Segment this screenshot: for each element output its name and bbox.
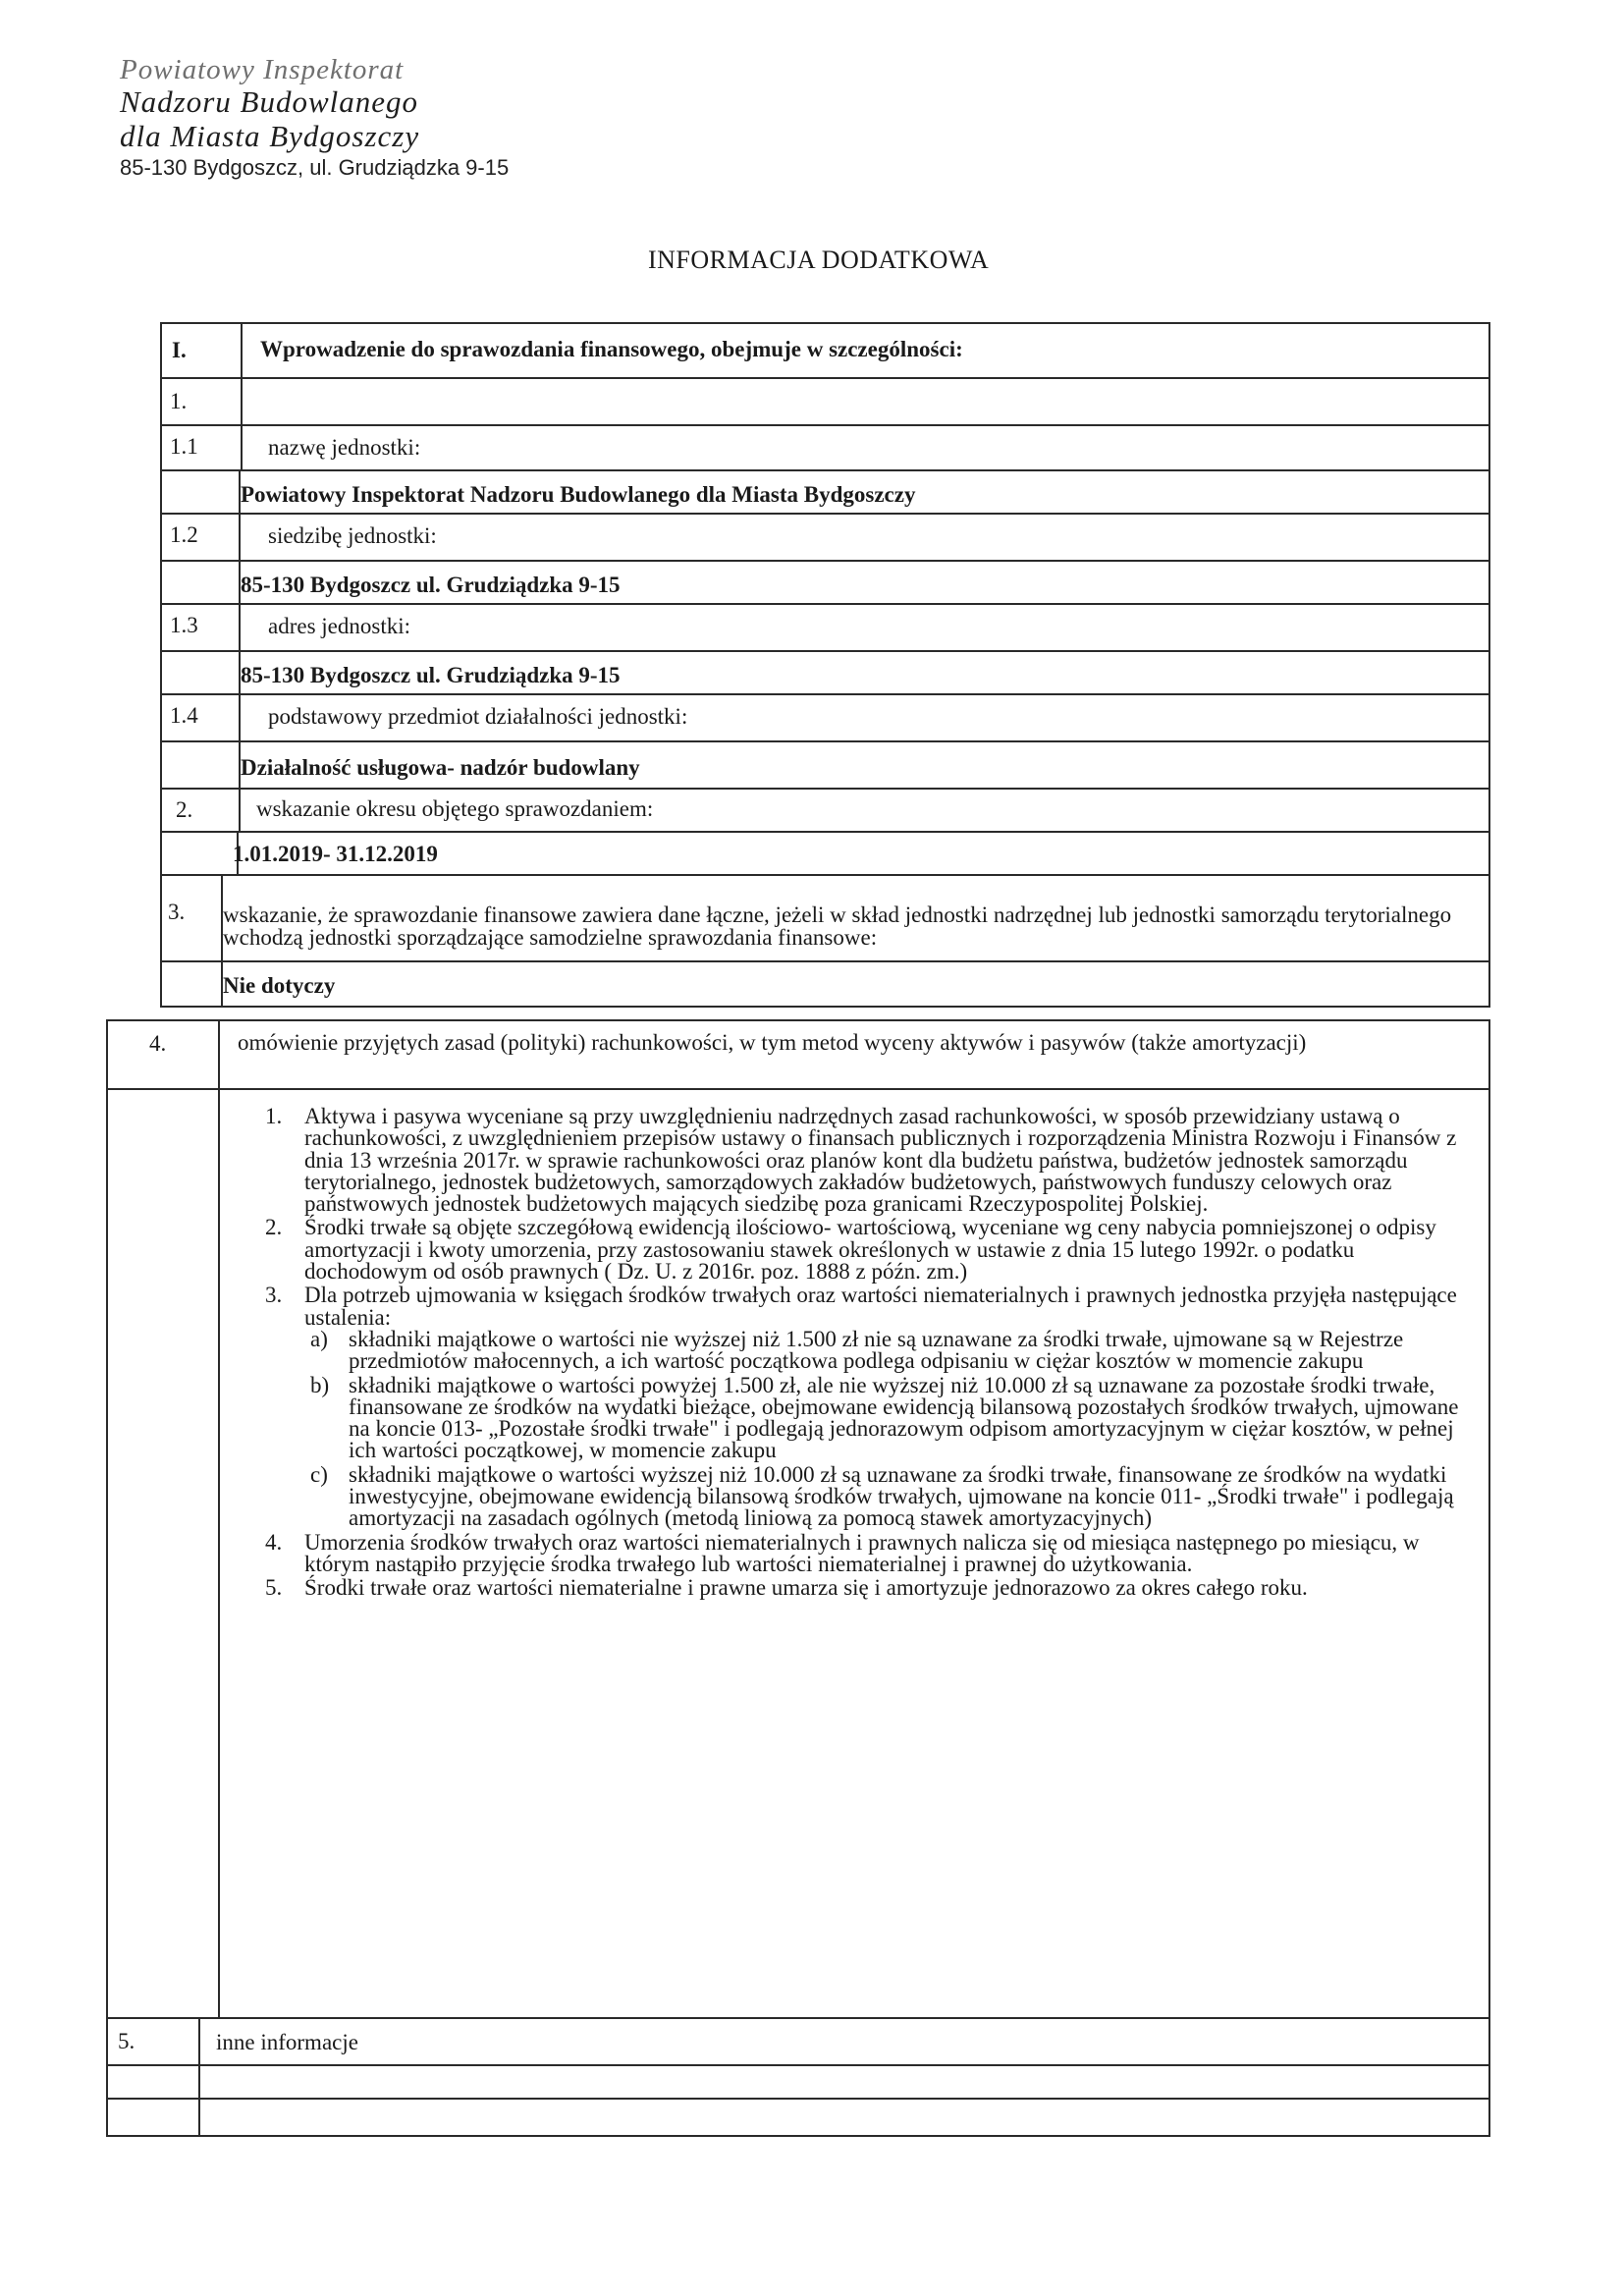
item-1-1-number: 1.1 [170, 434, 198, 459]
policy-item-5-text: Środki trwałe oraz wartości niematerialne i prawne umarza się i amortyzuje jednorazowo za okres całego roku. [304, 1575, 1308, 1601]
policy-subitem-c [304, 1461, 1463, 1531]
stamp-address: 85-130 Bydgoszcz, ul. Grudziądzka 9-15 [120, 154, 510, 180]
policy-subitem-a-marker: a) [310, 1326, 328, 1351]
policy-item-3-text: Dla potrzeb ujmowania w księgach środków trwałych oraz wartości niematerialnych i prawnych jednostka przyjęła następujące ustalenia: [304, 1283, 1457, 1330]
item-5-empty-row-1 [106, 2064, 1490, 2100]
item-1-2-label: siedzibę jednostki: [268, 523, 437, 548]
policy-subitem-b-marker: b) [310, 1372, 330, 1397]
item-1-row [160, 377, 1490, 426]
item-1-3-number: 1.3 [170, 613, 198, 637]
policy-item-2-marker: 2. [265, 1215, 283, 1240]
section-heading: Wprowadzenie do sprawozdania finansowego, obejmuje w szczególności: [260, 337, 963, 361]
item-1-4-label: podstawowy przedmiot działalności jednostki: [268, 704, 688, 729]
item-1-2-value-row [160, 560, 1490, 605]
policy-item-1-text: Aktywa i pasywa wyceniane są przy uwzględnieniu nadrzędnych zasad rachunkowości, w sposób przewidziany ustawą o rachunkowości, z uwzględnieniem przepisów ustawy o finansach publicznych i rozporządzenia Ministra Rozwoju i Finansów z dnia 13 września 2017r. w sprawie rachunkowości oraz planów kont dla budżetu państwa, budżetów jednostek samorządu terytorialnego, jednostek budżetowych, samorządowych zakładów budżetowych, państwowych funduszy celowych oraz państwowych jednostek budżetowych mających siedzibę poza granicami Rzeczypospolitej Polskiej. [304, 1104, 1457, 1217]
item-1-1-row [160, 424, 1490, 471]
item-1-2-row [160, 513, 1490, 562]
period-value: 1.01.2019- 31.12.2019 [233, 842, 438, 866]
activity-value: Działalność usługowa- nadzór budowlany [241, 755, 640, 780]
section-number: I. [172, 338, 187, 362]
item-2-label: wskazanie okresu objętego sprawozdaniem: [256, 796, 654, 821]
policy-subitem-c-marker: c) [310, 1461, 328, 1487]
policy-item-4-text: Umorzenia środków trwałych oraz wartości niematerialnych i prawnych nalicza się od miesiąca następnego po miesiącu, w którym nastąpiło przyjęcie środka trwałego lub wartości niematerialnej i prawnej do użytkowania. [304, 1529, 1420, 1576]
combined-data-value: Nie dotyczy [223, 973, 336, 998]
policy-item-1-marker: 1. [265, 1104, 283, 1128]
policy-subitem-b [304, 1372, 1463, 1463]
header-row [160, 322, 1490, 379]
item-1-1-value-row [160, 469, 1490, 515]
policy-item-2 [255, 1217, 1463, 1283]
item-2-number: 2. [176, 797, 193, 822]
item-3-value-row [160, 960, 1490, 1008]
stamp-line-2: Nadzoru Budowlanego [120, 84, 419, 120]
item-4-label: omówienie przyjętych zasad (polityki) rachunkowości, w tym metod wyceny aktywów i pasywów (także amortyzacji) [238, 1030, 1307, 1055]
item-2-row [160, 788, 1490, 833]
accounting-policies-list [255, 1106, 1463, 1602]
stamp-line-1: Powiatowy Inspektorat [120, 54, 405, 85]
item-2-value-row [160, 831, 1490, 876]
policy-item-1 [255, 1106, 1463, 1215]
item-1-4-number: 1.4 [170, 703, 198, 728]
item-4-number: 4. [149, 1031, 167, 1056]
item-1-4-value-row [160, 740, 1490, 790]
item-1-number: 1. [170, 389, 188, 413]
policy-subitem-a-text: składniki majątkowe o wartości nie wyższej niż 1.500 zł nie są uznawane za środki trwałe, ujmowane są w Rejestrze przedmiotów małocennych, a ich wartość początkowa podlega odpisaniu w ciężar kosztów w momencie zakupu [349, 1326, 1404, 1374]
item-1-4-row [160, 693, 1490, 742]
policy-item-3 [255, 1285, 1463, 1529]
policy-subitem-b-text: składniki majątkowe o wartości powyżej 1.500 zł, ale nie wyższej niż 10.000 zł są uznawane za pozostałe środki trwałe, finansowane ze środków na wydatki bieżące, obejmowane ewidencją bilansową pozostałych środków trwałych, ujmowane na koncie 013- „Pozostałe środki trwałe" i podlegają jednorazowym odpisom amortyzacyjnym w ciężar kosztów, w pełnej ich wartości początkowej, w momencie zakupu [349, 1372, 1459, 1463]
policy-item-5-marker: 5. [265, 1575, 283, 1601]
item-5-label: inne informacje [216, 2030, 358, 2054]
office-stamp [120, 54, 509, 181]
item-3-row [160, 874, 1490, 962]
policy-subitem-a [304, 1326, 1463, 1374]
document-title: INFORMACJA DODATKOWA [648, 246, 990, 274]
item-5-empty-row-2 [106, 2098, 1490, 2137]
policy-item-4-marker: 4. [265, 1529, 283, 1555]
item-5-number: 5. [118, 2029, 135, 2053]
policy-item-2-text: Środki trwałe są objęte szczegółową ewidencją ilościowo- wartościową, wyceniane wg ceny nabycia pomniejszonej o odpisy amortyzacji i kwoty umorzenia, przy zastosowaniu stawek określonych w ustawie z dnia 15 lutego 1992r. o podatku dochodowym od osób prawnych ( Dz. U. z 2016r. poz. 1888 z późn. zm.) [304, 1215, 1436, 1285]
item-3-number: 3. [168, 900, 186, 924]
item-3-label: wskazanie, że sprawozdanie finansowe zawiera dane łączne, jeżeli w skład jednostki nadrzędnej lub jednostki samorządu terytorialnego wchodzą jednostki sporządzające samodzielne sprawozdania finansowe: [223, 902, 1452, 950]
item-1-3-row [160, 603, 1490, 652]
unit-name-value: Powiatowy Inspektorat Nadzoru Budowlanego dla Miasta Bydgoszczy [241, 482, 916, 507]
item-1-1-label: nazwę jednostki: [268, 435, 421, 460]
policy-item-4 [255, 1529, 1463, 1576]
policy-subitems [304, 1326, 1463, 1531]
policy-item-5 [255, 1577, 1463, 1599]
stamp-line-3: dla Miasta Bydgoszczy [120, 119, 420, 154]
unit-address-value: 85-130 Bydgoszcz ul. Grudziądzka 9-15 [241, 663, 621, 687]
item-4-row [106, 1019, 1490, 1090]
item-1-2-number: 1.2 [170, 522, 198, 547]
unit-seat-value: 85-130 Bydgoszcz ul. Grudziądzka 9-15 [241, 573, 621, 597]
item-5-row [106, 2017, 1490, 2066]
policy-subitem-c-text: składniki majątkowe o wartości wyższej niż 10.000 zł są uznawane za środki trwałe, finansowane ze środków na wydatki inwestycyjne, obejmowane ewidencją bilansową środków trwałych, ujmowane na koncie 011- „Środki trwałe" i podlegają amortyzacji na zasadach ogólnych (metodą liniową za pomocą stawek amortyzacyjnych) [349, 1461, 1454, 1531]
policy-item-3-marker: 3. [265, 1283, 283, 1308]
item-1-3-value-row [160, 650, 1490, 695]
item-1-3-label: adres jednostki: [268, 614, 410, 638]
